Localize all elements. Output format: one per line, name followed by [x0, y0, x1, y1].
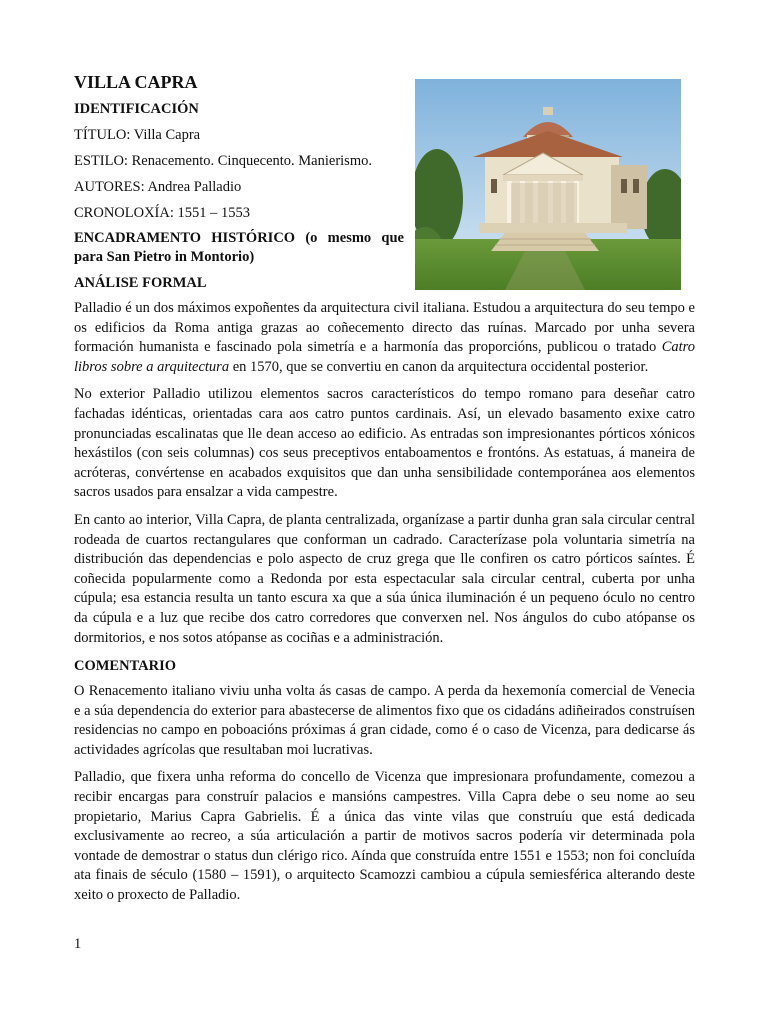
- field-title: TÍTULO: Villa Capra: [74, 127, 201, 143]
- paragraph-4: O Renacemento italiano viviu unha volta ás casas de campo. A perda da hexemonía comercial de Venecia e a súa dependencia do exterior para abastecerse de alimentos fixo que os cidadáns adiñeirados construísen residencias no campo en poboacións próximas á gran cidade, como é o caso de Vicenza, para dedicarse ás actividades agrícolas que resultaban moi lucrativas.: [74, 683, 695, 758]
- paragraph-1: [74, 299, 695, 377]
- field-authors: AUTORES: Andrea Palladio: [74, 179, 242, 195]
- paragraph-1-end: en 1570, que se convertiu en canon da arquitectura occidental posterior.: [229, 358, 649, 375]
- field-chronology: CRONOLOXÍA: 1551 – 1553: [74, 205, 251, 221]
- identification-heading: IDENTIFICACIÓN: [74, 101, 199, 117]
- paragraph-5: Palladio, que fixera unha reforma do concello de Vicenza que impresionara profundamente, comezou a recibir encargas para construír palacios e mansións campestres. Villa Capra debe o seu nome ao seu propietario, Marius Capra Gabrielis. É a única das vinte vilas que construíu que está dedicada exclusivamente ao recreo, a súa articulación a partir de motivos sacros podería vir determinada pola vontade de demostrar o status dun clérigo rico. Aínda que construída entre 1551 e 1553; non foi concluída ata finais de século (1580 – 1591), o arquitecto Scamozzi cambiou a cúpula semiesférica alterando deste xeito o proxecto de Palladio.: [74, 769, 695, 904]
- formal-analysis-heading: ANÁLISE FORMAL: [74, 275, 207, 291]
- page-number: 1: [74, 936, 82, 952]
- villa-capra-photo: [415, 79, 681, 290]
- identification-block: [74, 72, 404, 293]
- historical-framing: ENCADRAMENTO HISTÓRICO (o mesmo que para San Pietro in Montorio): [74, 230, 404, 265]
- comment-heading: COMENTARIO: [74, 658, 177, 675]
- book-title: Catro libros sobre a arquitectura: [74, 339, 695, 375]
- paragraph-3: En canto ao interior, Villa Capra, de planta centralizada, organízase a partir dunha gran sala circular central rodeada de cuartos rectangulares que conforman un cadrado. Caracterízase pola voluntaria simetría na distribución das dependencias e polo aspecto de cruz grega que lle confiren os catro pórticos saíntes. É coñecida popularmente como a Redonda por esta espectacular sala circular central, cuberta por unha cúpula; esa estancia resulta un tanto escura xa que a súa única iluminación é un pequeno óculo no centro da cúpula e a luz que recibe dos catro corredores que converxen nel. Nos ángulos do cubo atópanse os dormitorios, e nos sotos atópanse as cociñas e a administración.: [74, 511, 695, 646]
- paragraph-2: No exterior Palladio utilizou elementos sacros característicos do tempo romano para deseñar catro fachadas idénticas, orientadas cara aos catro puntos cardinais. Así, un elevado basamento exixe catro pronunciadas escalinatas que lle dean acceso ao edificio. As entradas son impresionantes pórticos xónicos hexástilos (con seis columnas) cos seus preceptivos entaboamentos e frontóns. As estatuas, á maneira de acróteras, convértense en acabados exquisitos que dan unha sensibilidade contemporánea aos elementos sacros usados para ensalzar a vida campestre.: [74, 386, 695, 501]
- field-style: ESTILO: Renacemento. Cinquecento. Manierismo.: [74, 153, 372, 169]
- document-title: VILLA CAPRA: [74, 72, 198, 92]
- paragraph-1-start: Palladio é un dos máximos expoñentes da arquitectura civil italiana. Estudou a arquitectura do seu tempo e os edificios da Roma antiga grazas ao coñecemento directo das ruínas. Marcado por unha severa formación humanista e fascinado pola simetría e a harmonía das proporcións, publicou o tratado: [74, 300, 695, 356]
